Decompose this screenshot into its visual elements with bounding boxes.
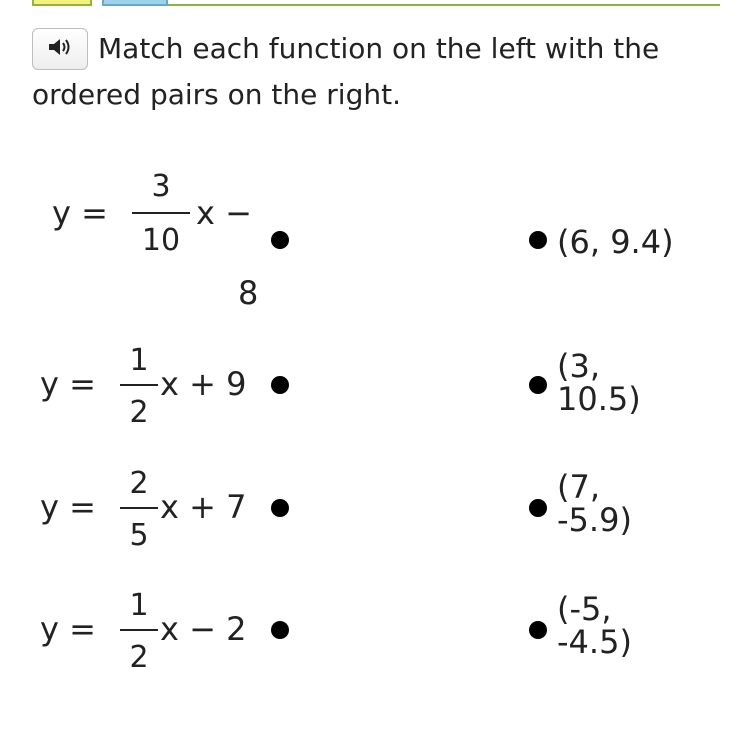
top-tab[interactable] [102, 0, 168, 6]
function-rest: x + 7 [160, 488, 247, 526]
fraction-numerator: 1 [129, 588, 149, 623]
function-rest: x + 9 [160, 365, 247, 403]
pair-match-dot[interactable] [529, 231, 547, 249]
ordered-pair[interactable] [557, 223, 674, 261]
function-match-dot[interactable] [271, 621, 289, 639]
pair-match-dot[interactable] [529, 621, 547, 639]
ordered-pair[interactable] [557, 590, 632, 661]
function-match-dot[interactable] [271, 231, 289, 249]
ordered-pair-line: -4.5) [557, 623, 632, 661]
ordered-pair-line: 10.5) [557, 380, 641, 418]
ordered-pair-line: (7, [557, 468, 601, 506]
function-match-dot[interactable] [271, 499, 289, 517]
function-lhs: y = [40, 488, 96, 526]
ordered-pair[interactable] [557, 347, 641, 418]
ordered-pair-line: (-5, [557, 590, 612, 628]
function-lhs: y = [40, 610, 96, 648]
ordered-pair-line: (3, [557, 347, 601, 385]
function-continuation: 8 [238, 274, 259, 312]
top-tab-active[interactable] [32, 0, 92, 6]
function-match-dot[interactable] [271, 376, 289, 394]
fraction-denominator: 2 [129, 640, 149, 675]
fraction-bar [120, 629, 158, 631]
function-rest: x − [196, 194, 252, 232]
fraction-bar [120, 507, 158, 509]
ordered-pair[interactable] [557, 468, 632, 539]
fraction-numerator: 3 [151, 169, 171, 204]
fraction-numerator: 2 [129, 466, 149, 501]
fraction-numerator: 1 [129, 343, 149, 378]
function-lhs: y = [52, 194, 108, 232]
fraction-bar [120, 384, 158, 386]
ordered-pair-line: (6, 9.4) [557, 223, 674, 261]
ordered-pair-line: -5.9) [557, 501, 632, 539]
top-divider [168, 4, 720, 6]
fraction-denominator: 10 [141, 223, 181, 258]
fraction-denominator: 2 [129, 395, 149, 430]
pair-match-dot[interactable] [529, 499, 547, 517]
function-rest: x − 2 [160, 610, 247, 648]
pair-match-dot[interactable] [529, 376, 547, 394]
question-prompt: Match each function on the left with the ordered pairs on the right. [32, 32, 660, 111]
fraction-denominator: 5 [129, 518, 149, 553]
fraction-bar [132, 212, 190, 214]
function-lhs: y = [40, 365, 96, 403]
